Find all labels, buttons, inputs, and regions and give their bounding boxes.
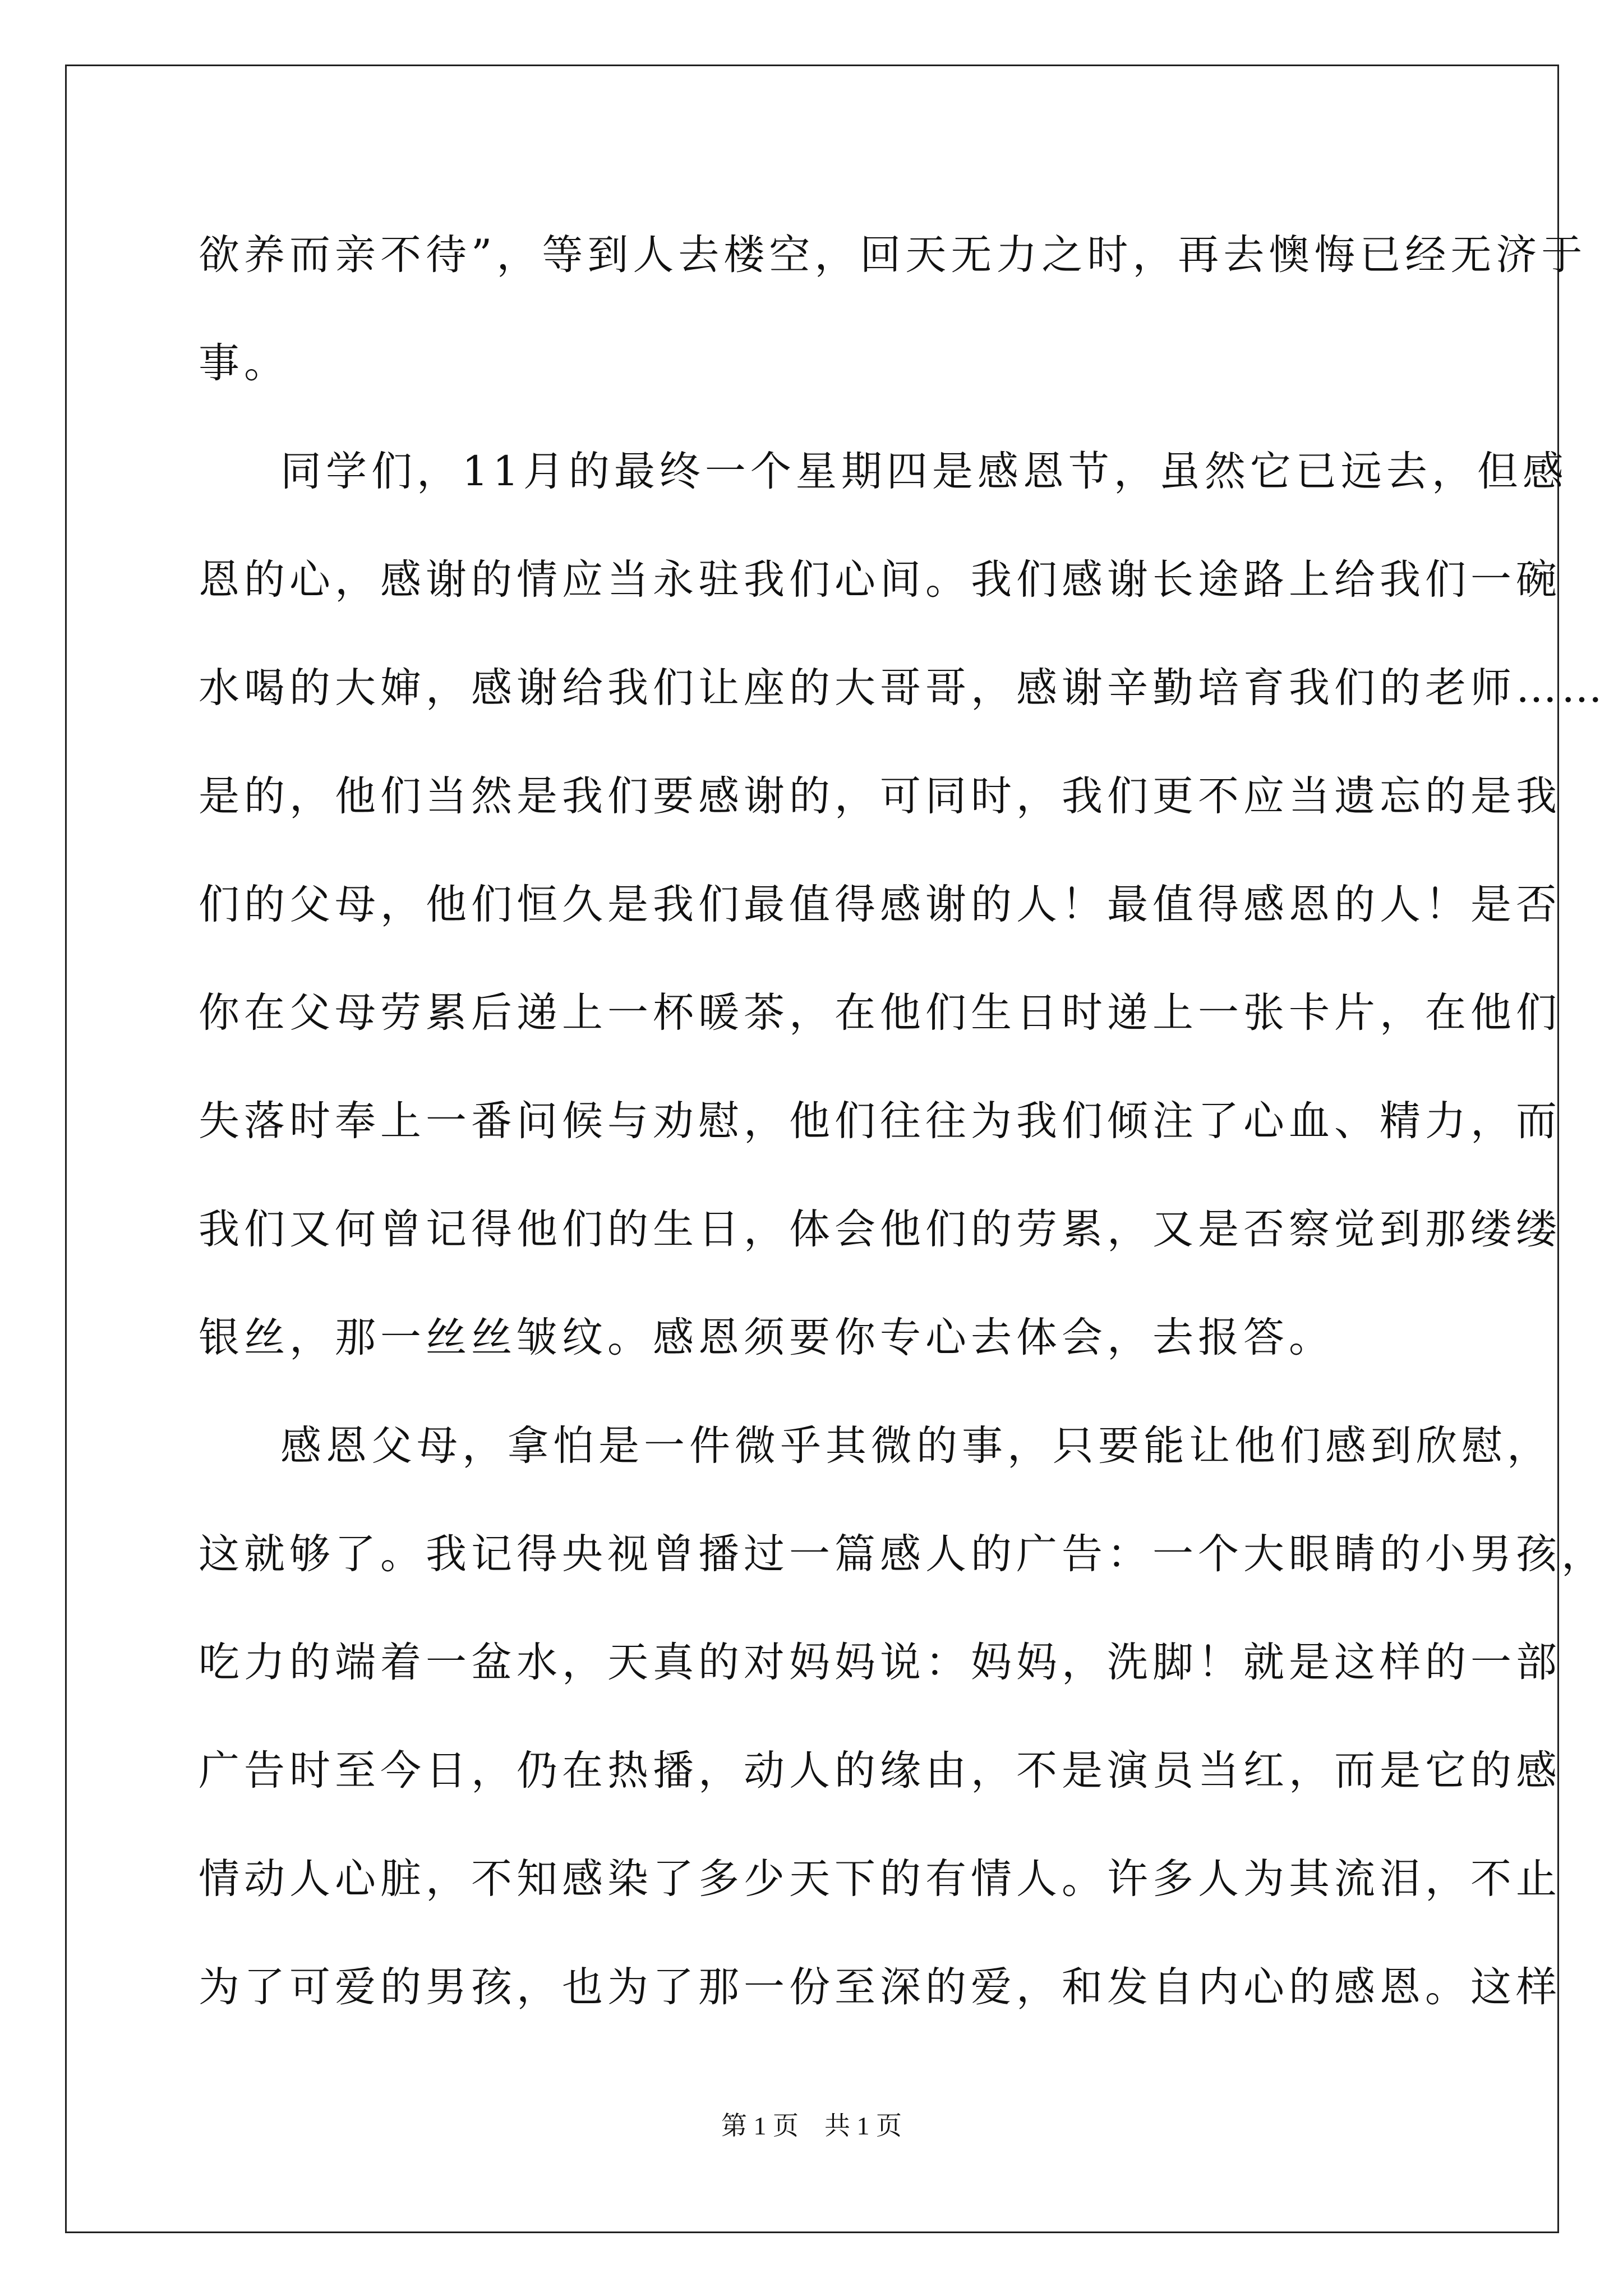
- text-line: 我们又何曾记得他们的生日，体会他们的劳累，又是否察觉到那缕缕: [199, 1205, 1561, 1253]
- text-line: 同学们，11月的最终一个星期四是感恩节，虽然它已远去，但感: [280, 448, 1568, 495]
- text-line: 事。: [199, 339, 289, 387]
- text-line: 欲养而亲不待”，等到人去楼空，回天无力之时，再去懊悔已经无济于: [199, 231, 1587, 279]
- text-line: 广告时至今日，仍在热播，动人的缘由，不是演员当红，而是它的感: [199, 1747, 1561, 1795]
- text-line: 银丝，那一丝丝皱纹。感恩须要你专心去体会，去报答。: [199, 1314, 1334, 1361]
- page-number-footer: 第 1 页 共 1 页: [721, 2111, 902, 2140]
- text-line: 情动人心脏，不知感染了多少天下的有情人。许多人为其流泪，不止: [199, 1855, 1561, 1903]
- text-line: 失落时奉上一番问候与劝慰，他们往往为我们倾注了心血、精力，而: [199, 1097, 1561, 1145]
- text-line: 恩的心，感谢的情应当永驻我们心间。我们感谢长途路上给我们一碗: [199, 556, 1561, 604]
- text-line: 你在父母劳累后递上一杯暖茶，在他们生日时递上一张卡片，在他们: [199, 989, 1561, 1037]
- document-body: [199, 201, 1607, 2041]
- text-line: 们的父母，他们恒久是我们最值得感谢的人！最值得感恩的人！是否: [199, 881, 1561, 928]
- text-line: 吃力的端着一盆水，天真的对妈妈说：妈妈，洗脚！就是这样的一部: [199, 1639, 1561, 1686]
- text-line: 是的，他们当然是我们要感谢的，可同时，我们更不应当遗忘的是我: [199, 772, 1561, 820]
- text-line: 为了可爱的男孩，也为了那一份至深的爱，和发自内心的感恩。这样: [199, 1963, 1561, 2011]
- text-line: 感恩父母，拿怕是一件微乎其微的事，只要能让他们感到欣慰，: [280, 1422, 1552, 1470]
- text-line: 水喝的大婶，感谢给我们让座的大哥哥，感谢辛勤培育我们的老师……: [199, 664, 1607, 712]
- text-line: 这就够了。我记得央视曾播过一篇感人的广告：一个大眼睛的小男孩，: [199, 1530, 1607, 1578]
